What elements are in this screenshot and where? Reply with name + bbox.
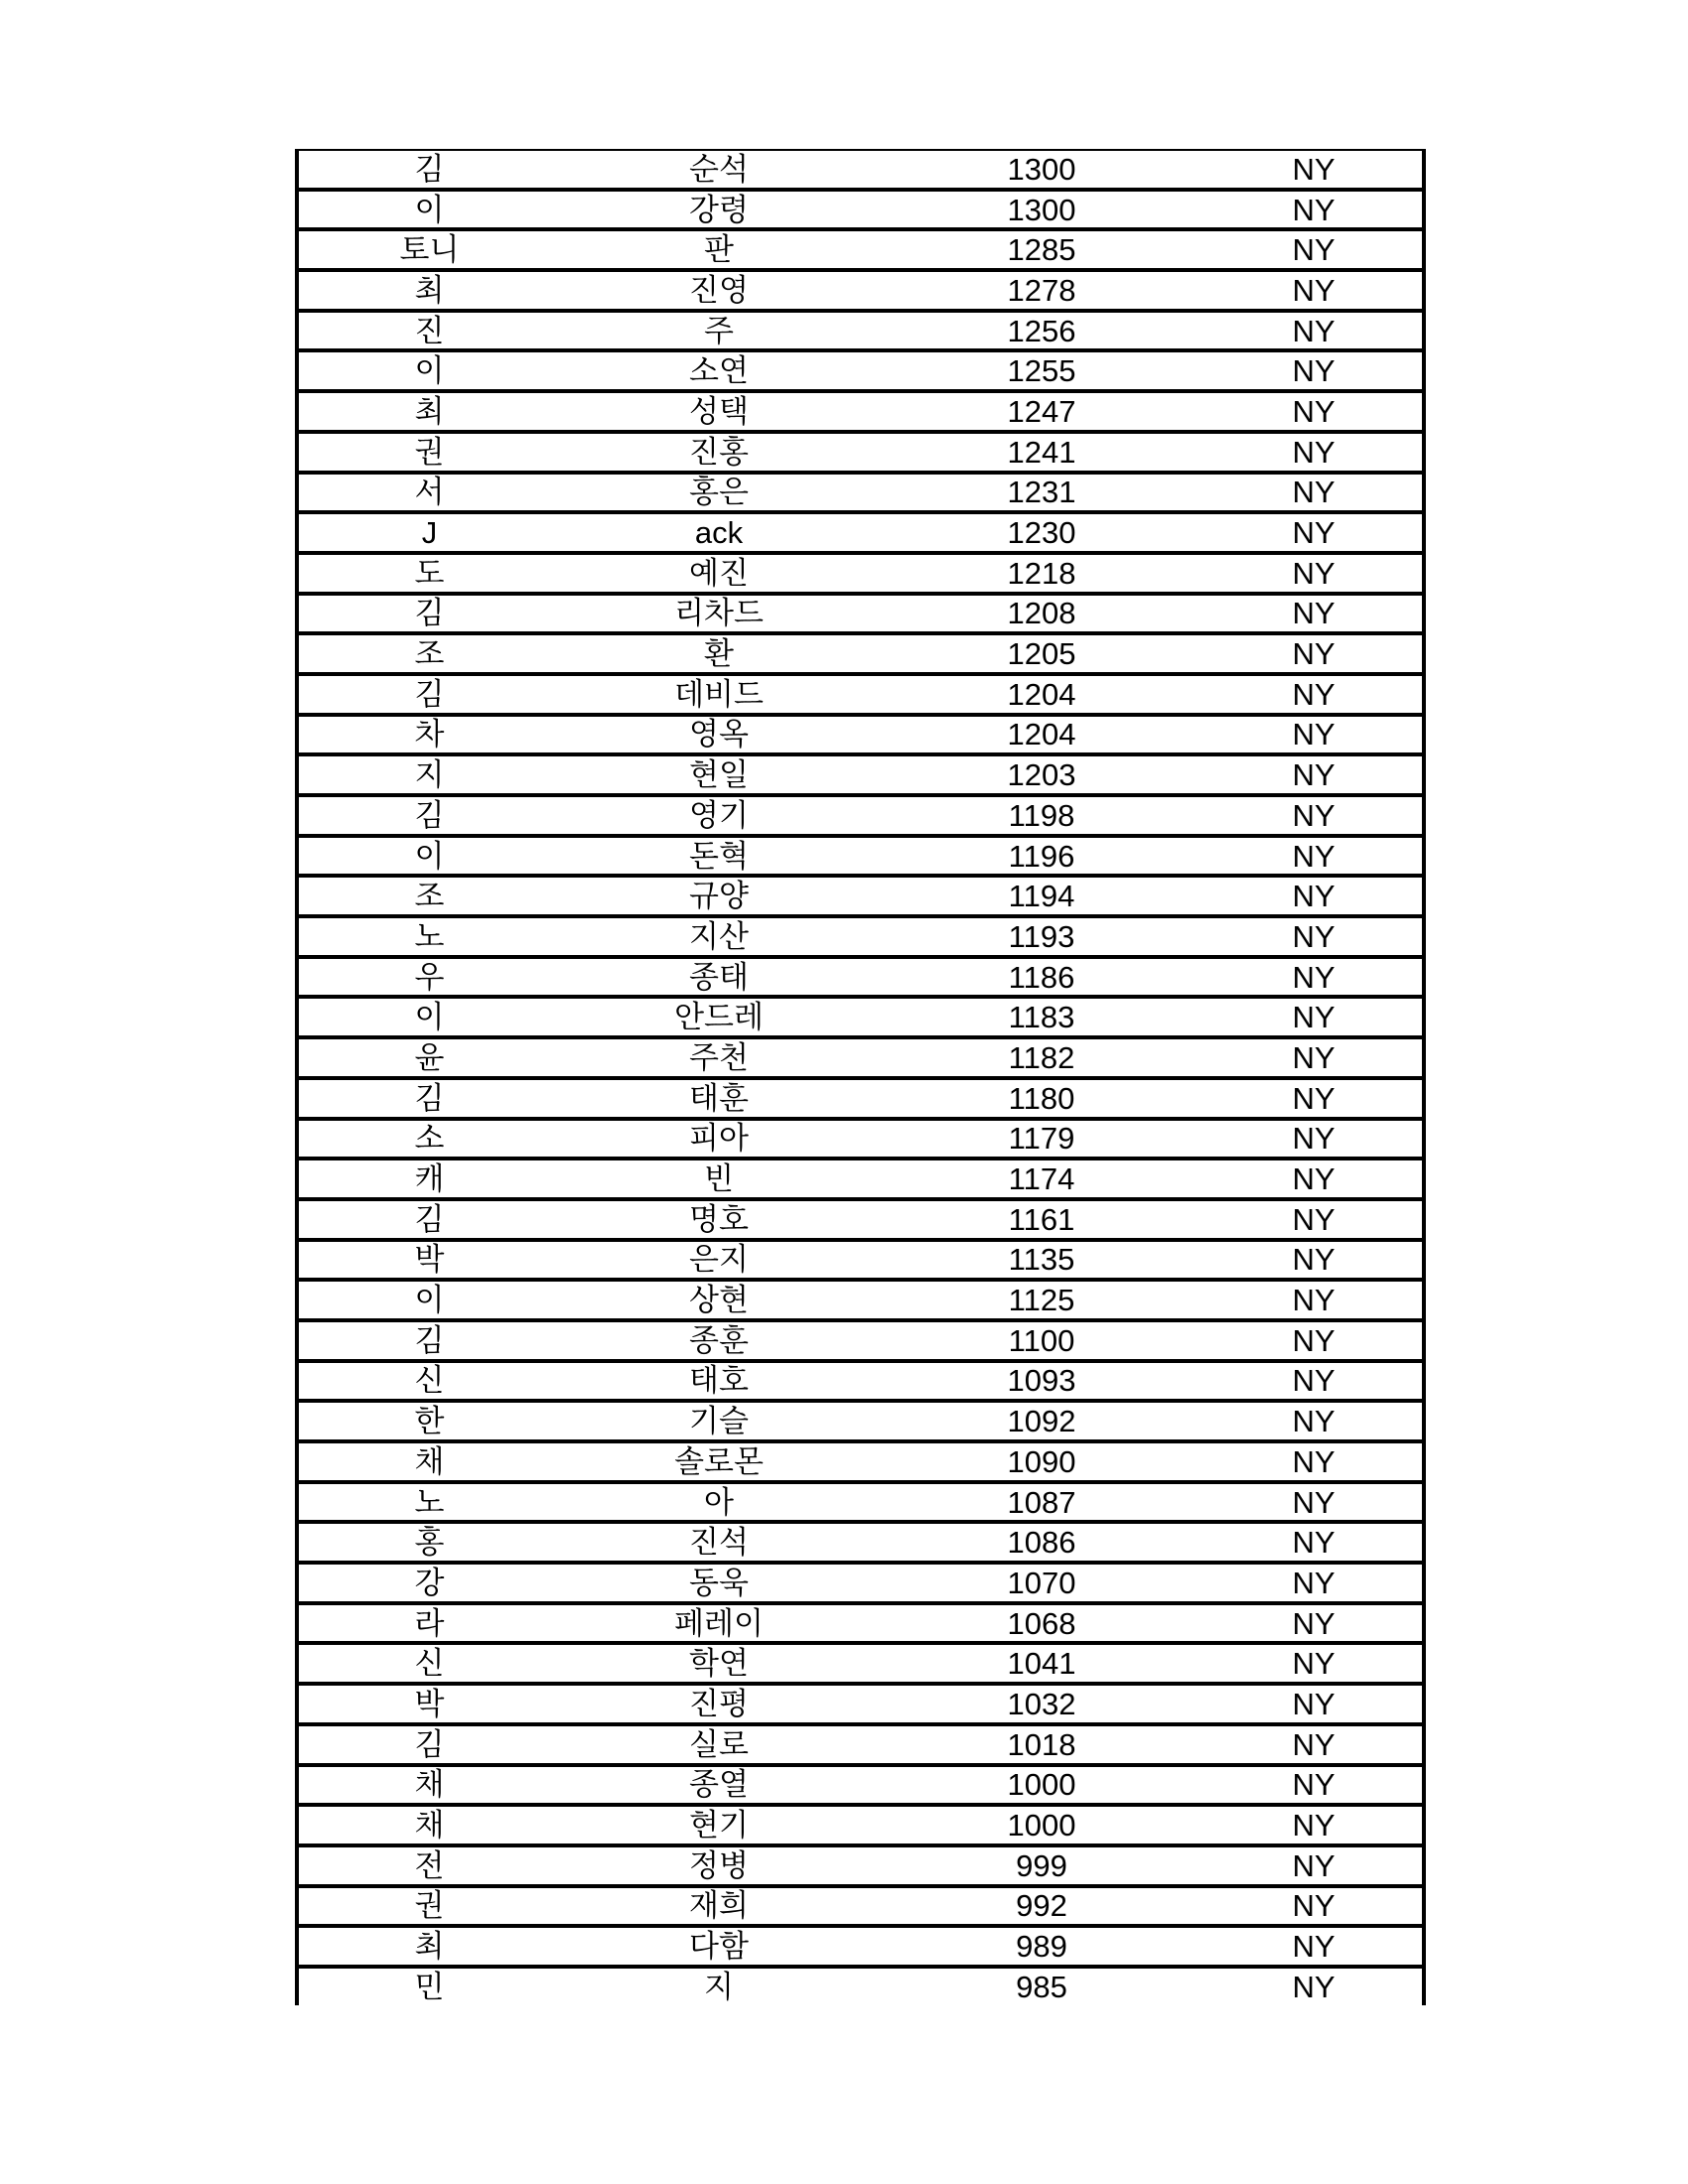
first-name-cell: 종열: [689, 1767, 749, 1803]
first-name-cell: 영옥: [689, 717, 749, 752]
value-cell: 1000: [1007, 1767, 1076, 1803]
state-cell: NY: [1292, 1808, 1336, 1843]
state-cell: NY: [1292, 1039, 1336, 1075]
first-name-cell: 태훈: [689, 1080, 749, 1116]
value-cell: 1180: [1008, 1080, 1075, 1116]
table-row: [299, 918, 1422, 959]
table-row: [299, 1726, 1422, 1767]
last-name-cell: 권: [414, 1888, 445, 1924]
state-cell: NY: [1292, 1161, 1336, 1197]
first-name-cell: 종훈: [689, 1322, 749, 1358]
first-name-cell: 솔로몬: [674, 1443, 764, 1479]
last-name-cell: 민: [414, 1969, 445, 2004]
first-name-cell: 동욱: [689, 1565, 749, 1600]
table-row: [299, 434, 1422, 475]
table-row: [299, 272, 1422, 313]
first-name-cell: 홍은: [689, 475, 749, 510]
state-cell: NY: [1292, 797, 1336, 833]
value-cell: 1182: [1008, 1039, 1075, 1075]
last-name-cell: 이: [414, 1283, 445, 1318]
table-row: [299, 313, 1422, 353]
value-cell: 1205: [1007, 636, 1076, 672]
last-name-cell: 권: [414, 434, 445, 470]
first-name-cell: 예진: [689, 555, 749, 591]
first-name-cell: 소연: [689, 353, 749, 389]
first-name-cell: 돈혁: [689, 838, 749, 874]
value-cell: 1032: [1007, 1686, 1076, 1721]
first-name-cell: 진평: [689, 1686, 749, 1721]
table-row: [299, 878, 1422, 918]
last-name-cell: 전: [414, 1847, 445, 1883]
table-row: [299, 393, 1422, 434]
value-cell: 1092: [1007, 1404, 1076, 1439]
value-cell: 1208: [1007, 596, 1076, 631]
state-cell: NY: [1292, 434, 1336, 470]
value-cell: 1070: [1007, 1565, 1076, 1600]
value-cell: 1183: [1008, 1000, 1075, 1035]
first-name-cell: 진석: [689, 1525, 749, 1561]
table-row: [299, 1807, 1422, 1847]
last-name-cell: 채: [414, 1767, 445, 1803]
state-cell: NY: [1292, 838, 1336, 874]
table-row: [299, 797, 1422, 838]
first-name-cell: ack: [694, 515, 744, 551]
value-cell: 1000: [1007, 1808, 1076, 1843]
first-name-cell: 빈: [704, 1161, 734, 1197]
table-row: [299, 1322, 1422, 1363]
state-cell: NY: [1292, 272, 1336, 308]
first-name-cell: 순석: [689, 151, 749, 187]
first-name-cell: 실로: [689, 1726, 749, 1762]
state-cell: NY: [1292, 596, 1336, 631]
last-name-cell: 최: [414, 272, 445, 308]
last-name-cell: 진: [414, 313, 445, 348]
first-name-cell: 종태: [689, 959, 749, 995]
first-name-cell: 진영: [689, 272, 749, 308]
table-row: [299, 676, 1422, 717]
last-name-cell: 채: [414, 1443, 445, 1479]
state-cell: NY: [1292, 1565, 1336, 1600]
value-cell: 1204: [1007, 717, 1076, 752]
first-name-cell: 페레이: [674, 1605, 764, 1641]
value-cell: 1090: [1007, 1443, 1076, 1479]
last-name-cell: 노: [414, 918, 445, 954]
last-name-cell: 지: [414, 757, 445, 793]
value-cell: 1100: [1008, 1322, 1075, 1358]
table-row: [299, 1605, 1422, 1646]
table-row: [299, 717, 1422, 757]
last-name-cell: 윤: [414, 1039, 445, 1075]
state-cell: NY: [1292, 1605, 1336, 1641]
table-row: [299, 1242, 1422, 1283]
table-row: [299, 1080, 1422, 1121]
first-name-cell: 지산: [689, 918, 749, 954]
table-row: [299, 1039, 1422, 1080]
last-name-cell: 김: [414, 797, 445, 833]
table-row: [299, 1524, 1422, 1565]
last-name-cell: 소: [414, 1121, 445, 1157]
state-cell: NY: [1292, 1525, 1336, 1561]
first-name-cell: 아: [704, 1484, 734, 1520]
table-row: [299, 1201, 1422, 1242]
last-name-cell: 도: [414, 555, 445, 591]
last-name-cell: 김: [414, 151, 445, 187]
table-row: [299, 151, 1422, 192]
value-cell: 1255: [1007, 353, 1076, 389]
first-name-cell: 명호: [689, 1201, 749, 1237]
state-cell: NY: [1292, 1404, 1336, 1439]
first-name-cell: 안드레: [674, 1000, 764, 1035]
last-name-cell: 토니: [399, 232, 460, 268]
value-cell: 1068: [1007, 1605, 1076, 1641]
last-name-cell: 우: [414, 959, 445, 995]
last-name-cell: 한: [414, 1404, 445, 1439]
last-name-cell: 신: [414, 1646, 445, 1682]
value-cell: 1194: [1008, 879, 1075, 914]
value-cell: 989: [1016, 1929, 1067, 1965]
value-cell: 1218: [1007, 555, 1076, 591]
first-name-cell: 판: [704, 232, 734, 268]
state-cell: NY: [1292, 676, 1336, 712]
value-cell: 1135: [1008, 1242, 1075, 1278]
state-cell: NY: [1292, 515, 1336, 551]
last-name-cell: 조: [414, 879, 445, 914]
last-name-cell: 신: [414, 1363, 445, 1399]
last-name-cell: 김: [414, 1726, 445, 1762]
last-name-cell: J: [421, 515, 438, 551]
table-row: [299, 475, 1422, 515]
table-row: [299, 1403, 1422, 1443]
table-row: [299, 635, 1422, 676]
first-name-cell: 기슬: [689, 1404, 749, 1439]
first-name-cell: 주: [704, 313, 734, 348]
table-row: [299, 959, 1422, 1000]
state-cell: NY: [1292, 1322, 1336, 1358]
state-cell: NY: [1292, 475, 1336, 510]
value-cell: 1231: [1007, 475, 1076, 510]
state-cell: NY: [1292, 393, 1336, 429]
value-cell: 1256: [1007, 313, 1076, 348]
last-name-cell: 노: [414, 1484, 445, 1520]
first-name-cell: 재희: [689, 1888, 749, 1924]
table-row: [299, 1160, 1422, 1201]
last-name-cell: 서: [414, 475, 445, 510]
first-name-cell: 상현: [689, 1283, 749, 1318]
table-row: [299, 1645, 1422, 1686]
last-name-cell: 김: [414, 596, 445, 631]
value-cell: 1179: [1008, 1121, 1075, 1157]
first-name-cell: 데비드: [674, 676, 764, 712]
last-name-cell: 강: [414, 1565, 445, 1600]
value-cell: 1300: [1007, 192, 1076, 227]
first-name-cell: 환: [704, 636, 734, 672]
value-cell: 1247: [1007, 393, 1076, 429]
table-row: [299, 1121, 1422, 1161]
value-cell: 1193: [1008, 918, 1075, 954]
last-name-cell: 캐: [414, 1161, 445, 1197]
table-row: [299, 1969, 1422, 2005]
first-name-cell: 지: [704, 1969, 734, 2004]
table-row: [299, 999, 1422, 1039]
last-name-cell: 이: [414, 192, 445, 227]
state-cell: NY: [1292, 192, 1336, 227]
state-cell: NY: [1292, 959, 1336, 995]
first-name-cell: 은지: [689, 1242, 749, 1278]
state-cell: NY: [1292, 1283, 1336, 1318]
value-cell: 1161: [1008, 1201, 1075, 1237]
value-cell: 1093: [1007, 1363, 1076, 1399]
last-name-cell: 김: [414, 676, 445, 712]
value-cell: 1087: [1007, 1484, 1076, 1520]
table-row: [299, 1363, 1422, 1404]
first-name-cell: 현일: [689, 757, 749, 793]
table-row: [299, 1565, 1422, 1605]
state-cell: NY: [1292, 1726, 1336, 1762]
value-cell: 1174: [1008, 1161, 1075, 1197]
state-cell: NY: [1292, 1888, 1336, 1924]
table-row: [299, 192, 1422, 232]
table-row: [299, 231, 1422, 272]
first-name-cell: 성택: [689, 393, 749, 429]
table-row: [299, 1282, 1422, 1322]
state-cell: NY: [1292, 717, 1336, 752]
state-cell: NY: [1292, 1969, 1336, 2004]
first-name-cell: 학연: [689, 1646, 749, 1682]
last-name-cell: 박: [414, 1686, 445, 1721]
last-name-cell: 최: [414, 1929, 445, 1965]
state-cell: NY: [1292, 757, 1336, 793]
table-row: [299, 596, 1422, 636]
first-name-cell: 피아: [689, 1121, 749, 1157]
last-name-cell: 이: [414, 1000, 445, 1035]
state-cell: NY: [1292, 1000, 1336, 1035]
table-row: [299, 514, 1422, 555]
value-cell: 1204: [1007, 676, 1076, 712]
last-name-cell: 이: [414, 838, 445, 874]
value-cell: 1125: [1008, 1283, 1075, 1318]
state-cell: NY: [1292, 1443, 1336, 1479]
first-name-cell: 태호: [689, 1363, 749, 1399]
last-name-cell: 김: [414, 1080, 445, 1116]
value-cell: 1041: [1007, 1646, 1076, 1682]
state-cell: NY: [1292, 636, 1336, 672]
first-name-cell: 다함: [689, 1929, 749, 1965]
table-row: [299, 756, 1422, 797]
value-cell: 1278: [1007, 272, 1076, 308]
value-cell: 1186: [1008, 959, 1075, 995]
value-cell: 1241: [1007, 434, 1076, 470]
first-name-cell: 영기: [689, 797, 749, 833]
state-cell: NY: [1292, 1847, 1336, 1883]
table-row: [299, 555, 1422, 596]
table-row: [299, 1484, 1422, 1525]
value-cell: 1198: [1008, 797, 1075, 833]
value-cell: 1300: [1007, 151, 1076, 187]
state-cell: NY: [1292, 918, 1336, 954]
last-name-cell: 라: [414, 1605, 445, 1641]
last-name-cell: 김: [414, 1322, 445, 1358]
state-cell: NY: [1292, 353, 1336, 389]
first-name-cell: 정병: [689, 1847, 749, 1883]
last-name-cell: 홍: [414, 1525, 445, 1561]
first-name-cell: 강령: [689, 192, 749, 227]
value-cell: 985: [1016, 1969, 1067, 2004]
first-name-cell: 진홍: [689, 434, 749, 470]
state-cell: NY: [1292, 1929, 1336, 1965]
last-name-cell: 조: [414, 636, 445, 672]
table-row: [299, 1847, 1422, 1888]
table-row: [299, 1443, 1422, 1484]
state-cell: NY: [1292, 1121, 1336, 1157]
first-name-cell: 규양: [689, 879, 749, 914]
last-name-cell: 박: [414, 1242, 445, 1278]
last-name-cell: 이: [414, 353, 445, 389]
last-name-cell: 최: [414, 393, 445, 429]
first-name-cell: 주천: [689, 1039, 749, 1075]
value-cell: 999: [1016, 1847, 1067, 1883]
last-name-cell: 채: [414, 1808, 445, 1843]
last-name-cell: 차: [414, 717, 445, 752]
state-cell: NY: [1292, 151, 1336, 187]
value-cell: 1285: [1007, 232, 1076, 268]
table-row: [299, 1928, 1422, 1969]
table-row: [299, 1888, 1422, 1929]
last-name-cell: 김: [414, 1201, 445, 1237]
state-cell: NY: [1292, 1767, 1336, 1803]
value-cell: 1018: [1007, 1726, 1076, 1762]
state-cell: NY: [1292, 1484, 1336, 1520]
state-cell: NY: [1292, 1201, 1336, 1237]
table-row: [299, 1767, 1422, 1808]
state-cell: NY: [1292, 1363, 1336, 1399]
state-cell: NY: [1292, 313, 1336, 348]
value-cell: 1196: [1008, 838, 1075, 874]
state-cell: NY: [1292, 1242, 1336, 1278]
state-cell: NY: [1292, 1646, 1336, 1682]
state-cell: NY: [1292, 232, 1336, 268]
value-cell: 992: [1016, 1888, 1067, 1924]
table-row: [299, 838, 1422, 879]
value-cell: 1230: [1007, 515, 1076, 551]
value-cell: 1086: [1007, 1525, 1076, 1561]
value-cell: 1203: [1007, 757, 1076, 793]
state-cell: NY: [1292, 1080, 1336, 1116]
state-cell: NY: [1292, 555, 1336, 591]
state-cell: NY: [1292, 1686, 1336, 1721]
first-name-cell: 현기: [689, 1808, 749, 1843]
state-cell: NY: [1292, 879, 1336, 914]
name-roster-table: [295, 149, 1426, 2005]
table-row: [299, 1686, 1422, 1726]
first-name-cell: 리차드: [674, 596, 764, 631]
table-row: [299, 352, 1422, 393]
